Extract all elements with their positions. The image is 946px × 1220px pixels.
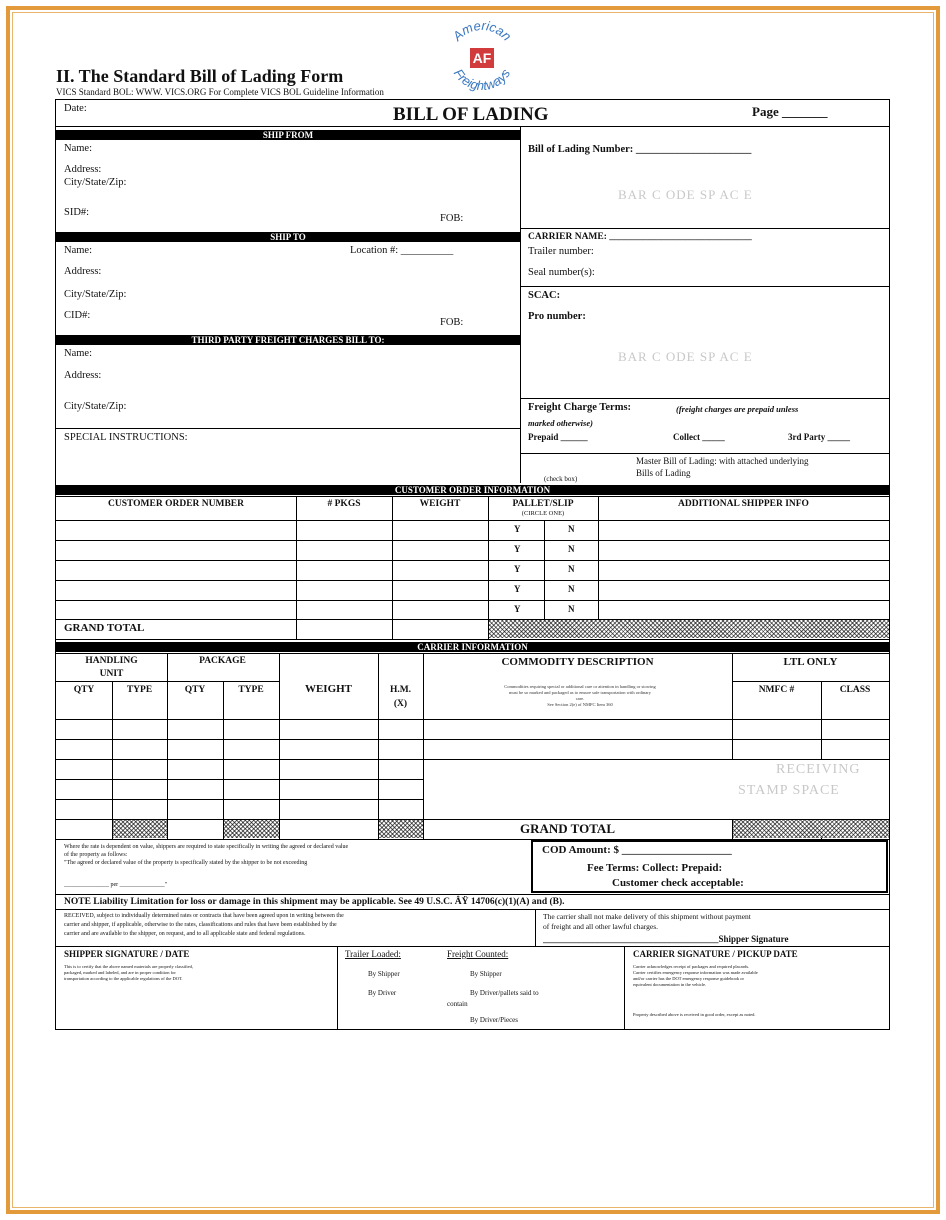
carrier-ack-text: Carrier acknowledges receipt of packages and required placards. Carrier certifies emergency response information was made available and/or carrier has the DOT emergency response guidebook or equivalent documentation in the vehicle. — [633, 964, 758, 987]
col-weight: WEIGHT — [419, 499, 461, 509]
no-3[interactable]: N — [568, 564, 575, 574]
ship-to-cid[interactable]: CID#: — [64, 310, 91, 321]
trailer-loaded: Trailer Loaded: — [345, 949, 401, 959]
handling-unit-header: HANDLING — [85, 656, 138, 666]
liability-note: NOTE Liability Limitation for loss or damage in this shipment may be applicable. See 49 U.S.C. ÂŸ 14706(c)(1)(A) and (B). — [64, 897, 565, 907]
ship-from-sid[interactable]: SID#: — [64, 207, 90, 218]
carrier-weight-header: WEIGHT — [304, 683, 353, 695]
col-pkgs: # PKGS — [327, 499, 361, 509]
commodity-header: COMMODITY DESCRIPTION — [501, 656, 654, 668]
hatched-ltl — [733, 820, 889, 838]
receiving-stamp-1: RECEIVING — [776, 762, 861, 777]
logo-text-bottom: Freightways — [450, 65, 514, 94]
special-instructions[interactable]: SPECIAL INSTRUCTIONS: — [64, 432, 188, 443]
cod-amount[interactable]: COD Amount: $ ____________________ — [542, 844, 732, 856]
yes-3[interactable]: Y — [514, 564, 521, 574]
page-subheading: VICS Standard BOL: WWW. VICS.ORG For Complete VICS BOL Guideline Information — [56, 87, 384, 97]
ship-to-location[interactable]: Location #: __________ — [350, 245, 454, 256]
hatched-pkg-type — [224, 820, 279, 838]
master-bol-2: Bills of Lading — [636, 468, 691, 478]
hatched-hm — [379, 820, 423, 838]
handling-unit-header-2: UNIT — [99, 669, 124, 679]
trailer-by-shipper[interactable]: By Shipper — [368, 970, 400, 978]
ship-from-name[interactable]: Name: — [64, 143, 92, 154]
col-pallet-slip: PALLET/SLIP — [512, 499, 574, 509]
freight-counted: Freight Counted: — [447, 949, 509, 959]
master-bol-1: Master Bill of Lading: with attached underlying — [636, 456, 809, 466]
class-header: CLASS — [839, 685, 871, 695]
check-box-label[interactable]: (check box) — [544, 475, 578, 483]
yes-2[interactable]: Y — [514, 544, 521, 554]
no-1[interactable]: N — [568, 524, 575, 534]
hu-qty: QTY — [73, 685, 95, 695]
svg-text:American — [449, 18, 515, 44]
carrier-name[interactable]: CARRIER NAME: ______________________________ — [528, 232, 752, 242]
yes-5[interactable]: Y — [514, 604, 521, 614]
collect-field[interactable]: Collect _____ — [673, 432, 725, 442]
form-title: BILL OF LADING — [393, 104, 549, 125]
carrier-grand-total: GRAND TOTAL — [520, 821, 615, 836]
hatched-area-order — [489, 620, 889, 638]
carrier-payment-note: The carrier shall not make delivery of this shipment without payment of freight and all other lawful charges. — [543, 912, 751, 931]
counted-by-driver-pieces[interactable]: By Driver/Pieces — [470, 1016, 519, 1024]
ship-to-fob[interactable]: FOB: — [440, 317, 464, 328]
ship-to-address[interactable]: Address: — [64, 266, 102, 277]
commodity-note: Commodities requiring special or additional care or attention in handling or stowing must be so marked and packaged as to ensure safe transportation with ordinary care. See Section 2(e) of NMFC Item 360 — [504, 684, 656, 707]
third-party-city[interactable]: City/State/Zip: — [64, 401, 127, 412]
customer-check[interactable]: Customer check acceptable: — [612, 877, 744, 889]
no-5[interactable]: N — [568, 604, 575, 614]
yes-1[interactable]: Y — [514, 524, 521, 534]
freight-charge-terms: Freight Charge Terms: — [528, 402, 632, 413]
ship-from-fob[interactable]: FOB: — [440, 213, 464, 224]
barcode-space-1: BAR C ODE SP AC E — [618, 187, 753, 202]
no-4[interactable]: N — [568, 584, 575, 594]
shipper-certify-text: This is to certify that the above named materials are properly classified, packaged, marked and labeled, and are in proper condition for transportation according to the applicable regulations of the DOT. — [64, 964, 193, 981]
ship-from-city[interactable]: City/State/Zip: — [64, 177, 127, 188]
trailer-number[interactable]: Trailer number: — [528, 246, 594, 257]
col-additional-info: ADDITIONAL SHIPPER INFO — [678, 499, 809, 509]
third-party-field[interactable]: 3rd Party _____ — [788, 432, 850, 442]
counted-by-driver-pallets[interactable]: By Driver/pallets said to — [470, 989, 539, 997]
date-label: Date: — [64, 103, 87, 114]
freight-note-2: marked otherwise) — [528, 418, 593, 428]
trailer-by-driver[interactable]: By Driver — [368, 989, 397, 997]
received-text: RECEIVED, subject to individually determined rates or contracts that have been agreed upon in writing between the carrier and shipper, if applicable, otherwise to the rates, classifications and rules that have been established by the carrier and are available to the shipper, on request, and to all applicable state and federal regulations. — [64, 913, 344, 937]
hu-type: TYPE — [126, 685, 153, 695]
carrier-received-text: Property described above is received in good order, except as noted. — [633, 1012, 756, 1017]
contain-label: contain — [447, 1000, 468, 1008]
counted-by-shipper[interactable]: By Shipper — [470, 970, 502, 978]
barcode-space-2: BAR C ODE SP AC E — [618, 349, 753, 364]
carrier-info-bar: CARRIER INFORMATION — [56, 642, 889, 652]
ltl-only-header: LTL ONLY — [783, 656, 838, 668]
ship-to-name[interactable]: Name: — [64, 245, 92, 256]
bol-number[interactable]: Bill of Lading Number: ______________________ — [528, 144, 752, 155]
hm-x: (X) — [393, 699, 408, 709]
pro-number[interactable]: Pro number: — [528, 311, 586, 322]
shipper-signature-date[interactable]: SHIPPER SIGNATURE / DATE — [64, 949, 190, 959]
circle-one-note: (CIRCLE ONE) — [521, 510, 565, 517]
pkg-type: TYPE — [238, 685, 264, 695]
ship-from-bar: SHIP FROM — [56, 130, 520, 140]
ship-to-bar: SHIP TO — [56, 232, 520, 242]
logo-text-top: American — [449, 18, 515, 44]
third-party-name[interactable]: Name: — [64, 348, 92, 359]
freight-note: (freight charges are prepaid unless — [676, 404, 799, 414]
customer-order-bar: CUSTOMER ORDER INFORMATION — [56, 485, 889, 495]
logo-mark: AF — [472, 50, 492, 66]
third-party-address[interactable]: Address: — [64, 370, 102, 381]
shipper-signature-line[interactable]: _______________________________________Shipper Signature — [543, 934, 789, 944]
carrier-signature-date[interactable]: CARRIER SIGNATURE / PICKUP DATE — [633, 949, 798, 959]
yes-4[interactable]: Y — [514, 584, 521, 594]
ship-to-city[interactable]: City/State/Zip: — [64, 289, 127, 300]
seal-number[interactable]: Seal number(s): — [528, 267, 595, 278]
customer-grand-total: GRAND TOTAL — [64, 622, 145, 634]
third-party-bar: THIRD PARTY FREIGHT CHARGES BILL TO: — [56, 335, 520, 345]
prepaid-field[interactable]: Prepaid ______ — [528, 432, 588, 442]
hm-header: H.M. — [389, 685, 412, 695]
page-heading: II. The Standard Bill of Lading Form — [56, 66, 344, 86]
scac[interactable]: SCAC: — [528, 290, 561, 301]
pkg-qty: QTY — [184, 685, 206, 695]
package-header: PACKAGE — [199, 656, 246, 666]
no-2[interactable]: N — [568, 544, 575, 554]
ship-from-address[interactable]: Address: — [64, 164, 102, 175]
svg-text:Freightways — [451, 66, 514, 93]
hatched-hu-type — [113, 820, 167, 838]
receiving-stamp-2: STAMP SPACE — [738, 783, 840, 798]
nmfc-header: NMFC # — [758, 685, 795, 695]
declared-value-text: Where the rate is dependent on value, shippers are required to state specifically in writing the agreed or declared value of the property as follows: "The agreed or declared value of the property is specifically stated by the shipper to be not exceeding _______________ per _______________" — [64, 844, 349, 888]
page-number-field[interactable]: Page _______ — [752, 104, 828, 119]
american-freightways-logo — [440, 18, 524, 100]
fee-terms[interactable]: Fee Terms: Collect: Prepaid: — [587, 862, 723, 874]
col-customer-order-number: CUSTOMER ORDER NUMBER — [107, 499, 244, 509]
